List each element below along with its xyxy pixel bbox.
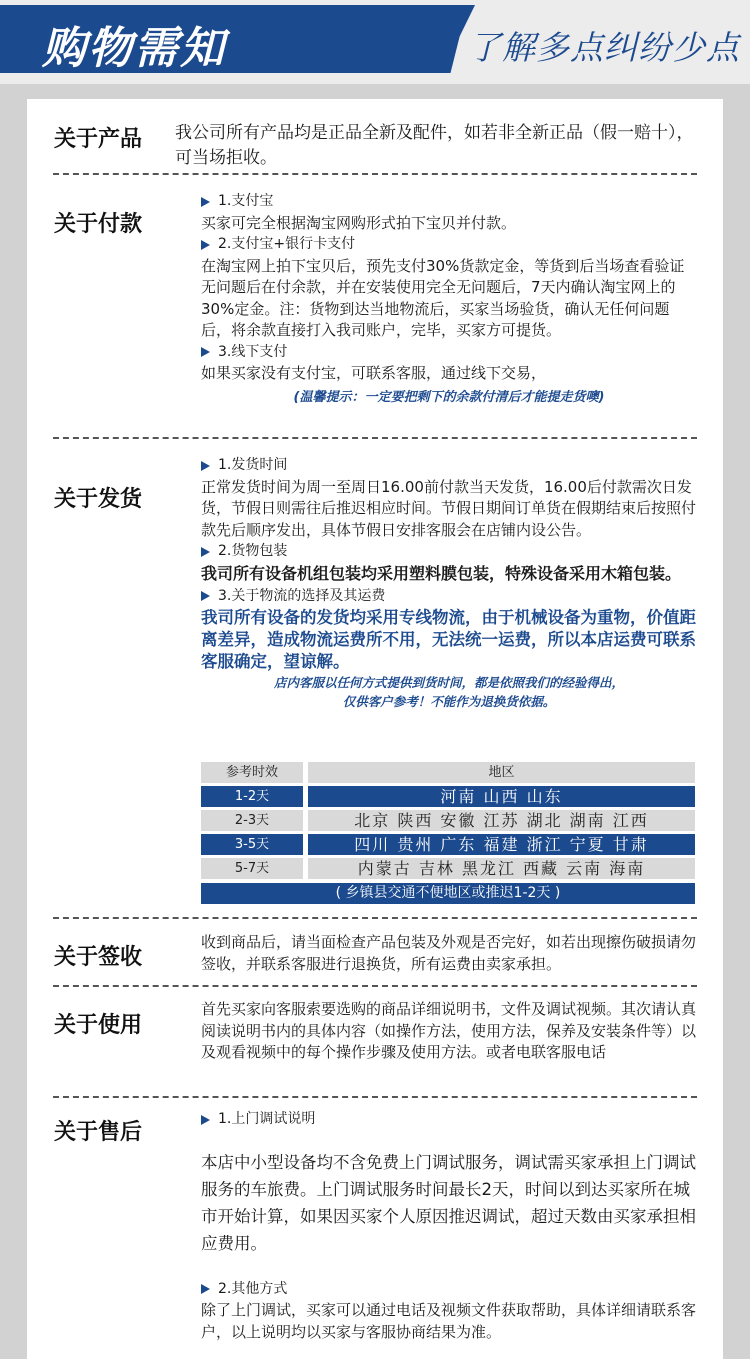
- shipping-item-2-label: 2.货物包装: [218, 543, 288, 559]
- shipping-section-title: 关于发货: [54, 487, 143, 512]
- table-header-time: 参考时效: [201, 762, 303, 783]
- page-subtitle: 了解多点纠纷少点: [468, 28, 740, 67]
- shipping-note-line-2: 仅供客户参考！不能作为退换货依据。: [342, 694, 556, 709]
- table-header-region: 地区: [308, 762, 695, 783]
- table-cell-time: 5-7天: [201, 858, 303, 879]
- payment-item-3-label: 3.线下支付: [218, 343, 288, 360]
- aftersale-item-1-text: 本店中小型设备均不含免费上门调试服务，调试需买家承担上门调试服务的车旅费。上门调试服务时间最长2天，时间以到达买家所在城市开始计算，如果因买家个人原因推迟调试，超过天数由买家承担相应费用。: [201, 1152, 696, 1253]
- shipping-item-2-text: 我司所有设备机组包装均采用塑料膜包装，特殊设备采用木箱包装。: [201, 563, 682, 583]
- table-cell-region: 四川 贵州 广东 福建 浙江 宁夏 甘肃: [308, 834, 695, 855]
- table-row: [201, 810, 695, 831]
- page-title: 购物需知: [42, 23, 226, 74]
- table-cell-region: 内蒙古 吉林 黑龙江 西藏 云南 海南: [308, 858, 695, 879]
- usage-text: 首先买家向客服索要选购的商品详细说明书，文件及调试视频。其次请认真阅读说明书内的具体内容（如操作方法，使用方法，保养及安装条件等）以及观看视频中的每个操作步骤及使用方法。或者电联客服电话: [201, 1000, 697, 1061]
- triangle-bullet-icon: [201, 1284, 210, 1294]
- triangle-bullet-icon: [201, 197, 210, 207]
- section-divider: [53, 985, 697, 987]
- shipping-item-1-label: 1.发货时间: [218, 457, 288, 473]
- shipping-note-line-1: 店内客服以任何方式提供到货时间，都是依照我们的经验得出，: [273, 675, 624, 690]
- payment-item-1-heading: [201, 191, 697, 213]
- aftersale-item-2-heading: [201, 1279, 697, 1301]
- shipping-table-header: [201, 762, 695, 783]
- aftersale-item-1-heading: [201, 1109, 697, 1131]
- payment-item-2-heading: [201, 234, 697, 256]
- table-cell-region: 北京 陕西 安徽 江苏 湖北 湖南 江西: [308, 810, 695, 831]
- table-cell-time: 2-3天: [201, 810, 303, 831]
- table-row: [201, 786, 695, 807]
- receipt-section-title: 关于签收: [54, 945, 143, 970]
- shipping-item-1-text: 正常发货时间为周一至周日16.00前付款当天发货，16.00后付款需次日发货，节假日则需往后推迟相应时间。节假日期间订单货在假期结束后按照付款先后顺序发出，具体节假日安排客服会在店铺内设公告。: [201, 477, 697, 539]
- payment-body: [201, 191, 697, 408]
- payment-item-1-text: 买家可完全根据淘宝网购形式拍下宝贝并付款。: [201, 213, 517, 232]
- aftersale-item-2-text: 除了上门调试，买家可以通过电话及视频文件获取帮助，具体详细请联系客户，以上说明均以买家与客服协商结果为准。: [201, 1301, 697, 1341]
- section-divider: [53, 1096, 697, 1098]
- shipping-body: [201, 455, 697, 711]
- aftersale-item-1-label: 1.上门调试说明: [218, 1111, 316, 1127]
- header-banner: [0, 0, 750, 84]
- shipping-table-footer: ( 乡镇县交通不便地区或推迟1-2天 ): [201, 883, 695, 904]
- aftersale-body: [201, 1109, 697, 1343]
- product-section-title: 关于产品: [54, 127, 143, 152]
- payment-item-2-label: 2.支付宝+银行卡支付: [218, 236, 356, 252]
- notice-card: [27, 99, 723, 1359]
- aftersale-item-2-label: 2.其他方式: [218, 1280, 288, 1297]
- table-cell-time: 3-5天: [201, 834, 303, 855]
- payment-item-2-text: 在淘宝网上拍下宝贝后，预先支付30%货款定金，等货到后当场查看验证无问题后在付余款，并在安装使用完全无问题后，7天内确认淘宝网上的30%定金。注：货物到达当地物流后，买家当场验货，确认无任何问题后，将余款直接打入我司账户，完毕，买家方可提货。: [201, 256, 685, 339]
- shipping-item-3-label: 3.关于物流的选择及其运费: [218, 587, 386, 604]
- section-divider: [53, 437, 697, 439]
- section-divider: [53, 917, 697, 919]
- aftersale-section-title: 关于售后: [54, 1120, 143, 1145]
- payment-item-3-text: 如果买家没有支付宝，可联系客服，通过线下交易，: [201, 364, 547, 382]
- table-cell-time: 1-2天: [201, 786, 303, 807]
- table-row: [201, 834, 695, 855]
- triangle-bullet-icon: [201, 1115, 210, 1125]
- table-cell-region: 河南 山西 山东: [308, 786, 695, 807]
- triangle-bullet-icon: [201, 591, 210, 601]
- shipping-item-1-heading: [201, 455, 697, 477]
- table-row: [201, 858, 695, 879]
- shipping-item-2-heading: [201, 541, 697, 563]
- triangle-bullet-icon: [201, 461, 210, 471]
- payment-tip: (温馨提示：一定要把剩下的余款付清后才能提走货噢): [293, 389, 605, 405]
- payment-item-3-heading: [201, 342, 697, 364]
- receipt-text: 收到商品后，请当面检查产品包装及外观是否完好，如若出现擦伤破损请勿签收，并联系客服进行退换货，所有运费由卖家承担。: [201, 933, 697, 973]
- triangle-bullet-icon: [201, 547, 210, 557]
- payment-section-title: 关于付款: [54, 212, 143, 237]
- shipping-item-3-text: 我司所有设备的发货均采用专线物流，由于机械设备为重物，价值距离差异，造成物流运费所不用，无法统一运费，所以本店运费可联系客服确定，望谅解。: [201, 608, 696, 671]
- usage-section-title: 关于使用: [54, 1013, 143, 1038]
- triangle-bullet-icon: [201, 347, 210, 357]
- triangle-bullet-icon: [201, 240, 210, 250]
- section-divider: [53, 173, 697, 175]
- product-text: 我公司所有产品均是正品全新及配件，如若非全新正品（假一赔十），可当场拒收。: [175, 123, 694, 168]
- shipping-item-3-heading: [201, 586, 697, 608]
- payment-item-1-label: 1.支付宝: [218, 193, 274, 209]
